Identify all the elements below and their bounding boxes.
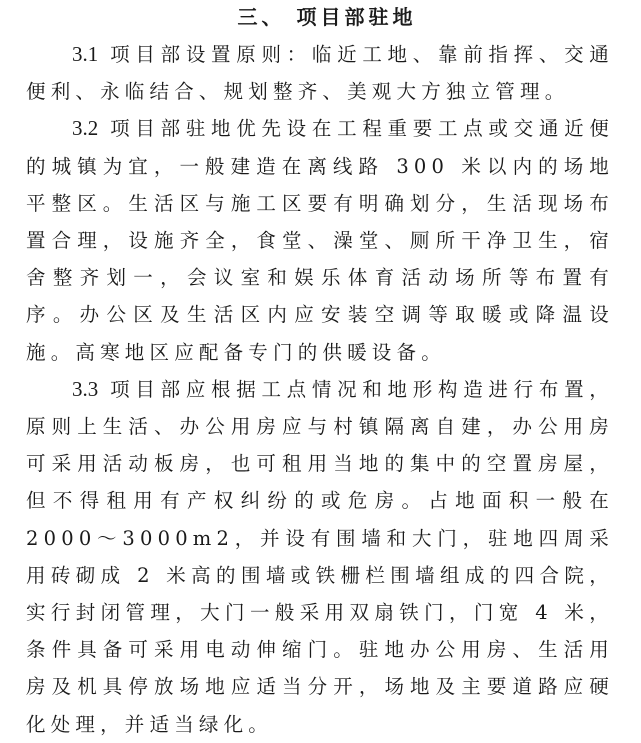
section-title: 三、 项目部驻地 bbox=[237, 5, 417, 29]
document-page bbox=[26, 0, 614, 743]
paragraph-number: 3.1 bbox=[72, 42, 99, 66]
paragraph-text: 项目部应根据工点情况和地形构造进行布置，原则上生活、办公用房应与村镇隔离自建，办公用房可采用活动板房，也可租用当地的集中的空置房屋，但不得租用有产权纠纷的或危房。占地面积一般在 2000～3000m2，并设有围墙和大门，驻地四周采用砖砌成 2 米高的围墙或铁栅栏围墙组成的四合院，实行封闭管理，大门一般采用双扇铁门，门宽 4 米，条件具备可采用电动伸缩门。驻地办公用房、生活用房及机具停放场地应适当分开，场地及主要道路应硬化处理，并适当绿化。 bbox=[26, 377, 614, 736]
paragraph-3-2 bbox=[26, 110, 614, 370]
paragraph-number: 3.2 bbox=[72, 116, 99, 141]
paragraph-3-3 bbox=[26, 371, 614, 743]
paragraph-number: 3.3 bbox=[72, 376, 99, 401]
paragraph-text: 项目部设置原则：临近工地、靠前指挥、交通便利、永临结合、规划整齐、美观大方独立管理。 bbox=[26, 43, 614, 104]
paragraph-text: 项目部驻地优先设在工程重要工点或交通近便的城镇为宜，一般建造在离线路 300 米以内的场地平整区。生活区与施工区要有明确划分，生活现场布置合理，设施齐全，食堂、澡堂、厕所干净卫生，宿舍整齐划一，会议室和娱乐体育活动场所等布置有序。办公区及生活区内应安装空调等取暖或降温设施。高寒地区应配备专门的供暖设备。 bbox=[26, 117, 614, 364]
paragraph-3-1 bbox=[26, 36, 614, 110]
